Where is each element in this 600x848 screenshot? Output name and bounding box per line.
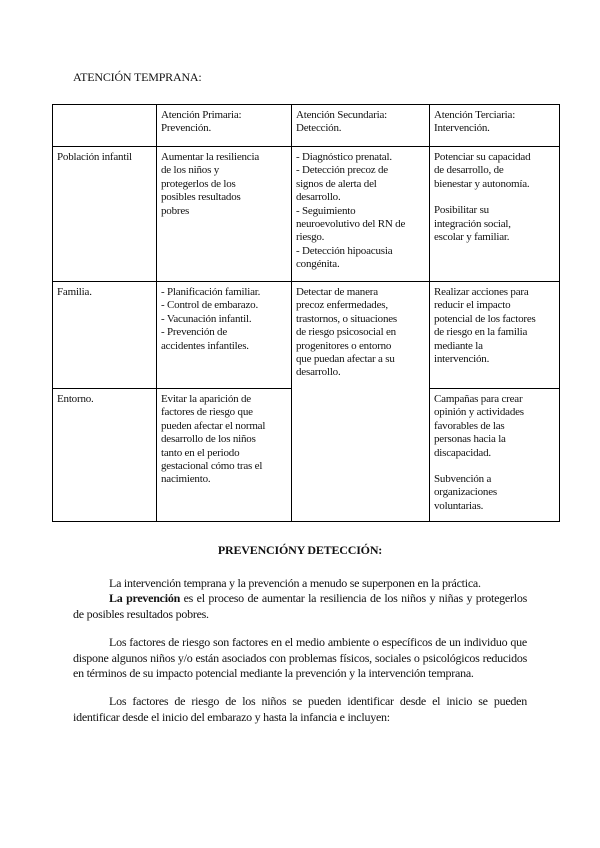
cell-line: - Vacunación infantil. [161,312,252,325]
cell-entorno-terciaria [430,389,560,522]
cell-line: de riesgo en la familia [434,326,528,339]
cell-familia-primaria [157,282,292,389]
cell-line: Detectar de manera [296,286,378,298]
page-heading: ATENCIÓN TEMPRANA: [73,70,202,84]
cell-line: Prevención. [161,122,212,135]
cell-line: signos de alerta del [296,177,377,190]
body-text [73,576,527,725]
terciaria-infantil-block-a [434,151,556,191]
paragraph-2-rest: es el proceso de aumentar la resiliencia de los niños y niñas y protegerlos de posibles resultados pobres. [73,591,527,621]
cell-line: desarrollo. [296,191,341,204]
cell-infantil-primaria [157,147,292,282]
cell-line: posibles resultados [161,191,241,204]
cell-line: - Planificación familiar. [161,286,261,298]
paragraph-4: Los factores de riesgo de los niños se pueden identificar desde el inicio se pueden identificar desde el inicio del embarazo y hasta la infancia e incluyen: [73,694,527,724]
cell-familia-terciaria [430,282,560,389]
cell-line: Aumentar la resiliencia [161,151,260,163]
cell-line: gestacional cómo tras el [161,460,263,473]
cell-infantil-secundaria [292,147,430,282]
paragraph-1: La intervención temprana y la prevención a menudo se superponen en la práctica. [109,576,481,590]
cell-line: reducir el impacto [434,299,511,312]
cell-line: organizaciones [434,486,497,499]
cell-line: riesgo. [296,231,325,244]
cell-line: de los niños y [161,164,220,177]
cell-line: Detección. [296,122,342,135]
row-label-familia: Familia. [53,282,157,389]
cell-line: - Control de embarazo. [161,299,259,312]
cell-line: Intervención. [434,122,490,135]
cell-familia-entorno-secundaria [292,282,430,522]
cell-line: mediante la [434,339,483,352]
cell-line: - Diagnóstico prenatal. [296,151,392,163]
cell-line: pueden afectar el normal [161,419,266,432]
cell-line: voluntarias. [434,499,484,512]
cell-line: Atención Primaria: [161,109,242,121]
cell-line: de riesgo psicosocial en [296,326,396,339]
cell-line: personas hacia la [434,433,506,446]
cell-line: Realizar acciones para [434,286,529,298]
cell-line: de desarrollo, de [434,164,504,177]
cell-line: Subvención a [434,473,492,486]
cell-line: que puedan afectar a su [296,353,395,366]
cell-line: tanto en el periodo [161,446,240,459]
cell-infantil-terciaria [430,147,560,282]
cell-line: congénita. [296,258,340,271]
cell-line: Campañas para crear [434,393,523,405]
header-secundaria [292,105,430,147]
cell-line: desarrollo de los niños [161,433,256,446]
cell-line: Potenciar su capacidad [434,151,531,163]
cell-line: escolar y familiar. [434,231,510,244]
cell-line: neuroevolutivo del RN de [296,218,406,231]
cell-line: Atención Terciaria: [434,109,516,121]
table-row-infantil [53,147,560,282]
terciaria-entorno-block-a [434,393,556,460]
cell-line: factores de riesgo que [161,406,253,419]
cell-line: protegerlos de los [161,177,236,190]
cell-line: intervención. [434,353,490,366]
cell-line: Posibilitar su [434,204,489,217]
section-title: PREVENCIÓNY DETECCIÓN: [217,543,383,557]
attention-table [52,104,560,522]
cell-line: nacimiento. [161,473,211,486]
row-label-entorno: Entorno. [53,389,157,522]
cell-entorno-primaria [157,389,292,522]
cell-line: potencial de los factores [434,312,536,325]
terciaria-entorno-block-b [434,473,556,513]
paragraph-2-bold: La prevención [109,591,181,606]
header-primaria [157,105,292,147]
table-row-familia [53,282,560,389]
cell-line: desarrollo. [296,366,341,379]
cell-line: pobres [161,204,190,217]
cell-line: - Seguimiento [296,204,356,217]
cell-line: Atención Secundaria: [296,109,387,121]
cell-line: discapacidad. [434,446,491,459]
cell-line: - Detección precoz de [296,164,388,177]
terciaria-infantil-block-b [434,204,556,244]
cell-line: - Detección hipoacusia [296,244,393,257]
cell-line: bienestar y autonomía. [434,177,530,190]
paragraph-3: Los factores de riesgo son factores en el medio ambiente o específicos de un individuo que dispone algunos niños y/o están asociados con problemas físicos, sociales o psicológicos reducidos en términos de su impacto potencial mediante la prevención y la intervención temprana. [73,635,527,681]
cell-line: favorables de las [434,419,505,432]
cell-line: trastornos, o situaciones [296,312,398,325]
cell-line: - Prevención de [161,326,228,339]
header-terciaria [430,105,560,147]
cell-line: Evitar la aparición de [161,393,251,405]
cell-line: opinión y actividades [434,406,524,419]
row-label-infantil: Población infantil [53,147,157,282]
paragraph-2 [73,591,527,622]
table-header-row [53,105,560,147]
cell-line: precoz enfermedades, [296,299,388,312]
cell-line: accidentes infantiles. [161,339,249,352]
cell-line: progenitores o entorno [296,339,392,352]
cell-line: integración social, [434,217,511,230]
header-empty-cell [53,105,157,147]
